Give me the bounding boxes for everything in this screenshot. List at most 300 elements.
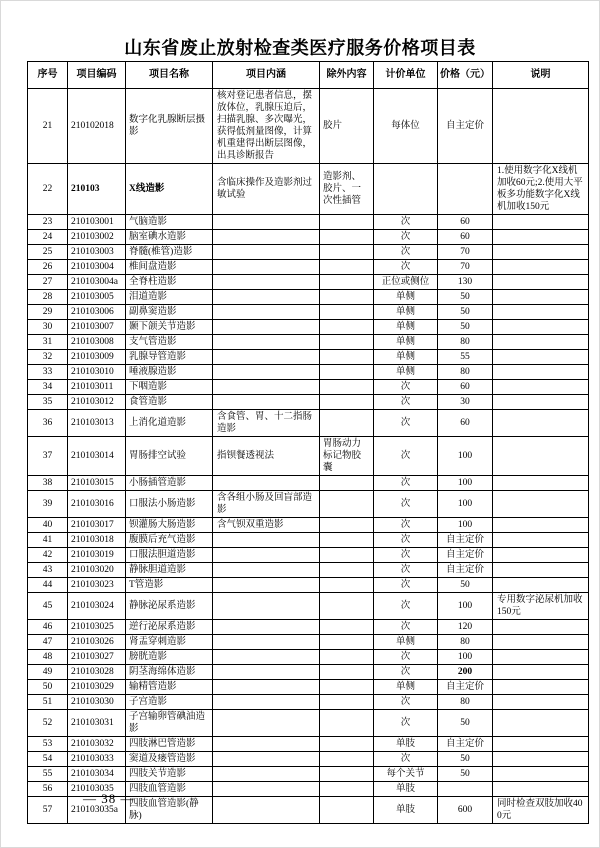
cell-unit: 次 [374,752,438,767]
cell-seq: 56 [28,782,68,797]
cell-unit: 次 [374,245,438,260]
cell-code: 210103001 [68,215,126,230]
cell-unit: 次 [374,710,438,737]
cell-note [493,275,589,290]
cell-name: 四肢血管造影(静脉) [126,797,213,824]
cell-note [493,491,589,518]
table-row [28,290,589,305]
cell-name: 子宫输卵管碘油造影 [126,710,213,737]
cell-code: 210103005 [68,290,126,305]
cell-price: 50 [438,710,493,737]
cell-exclusion [320,680,374,695]
table-row [28,680,589,695]
cell-price: 自主定价 [438,563,493,578]
cell-unit: 次 [374,665,438,680]
cell-price: 80 [438,365,493,380]
cell-price [438,782,493,797]
column-header: 项目名称 [126,62,213,89]
cell-unit: 次 [374,410,438,437]
cell-price: 100 [438,491,493,518]
cell-code: 210103035a [68,797,126,824]
cell-seq: 34 [28,380,68,395]
cell-seq: 51 [28,695,68,710]
cell-name: 膀胱造影 [126,650,213,665]
table-row [28,563,589,578]
column-header: 序号 [28,62,68,89]
cell-content [213,665,320,680]
cell-price: 200 [438,665,493,680]
cell-exclusion [320,290,374,305]
cell-content [213,578,320,593]
cell-unit: 次 [374,260,438,275]
cell-note [493,752,589,767]
cell-content [213,650,320,665]
cell-content [213,350,320,365]
cell-unit: 次 [374,548,438,563]
cell-exclusion [320,695,374,710]
cell-unit: 次 [374,230,438,245]
cell-content [213,380,320,395]
cell-code: 210103024 [68,593,126,620]
cell-price: 自主定价 [438,533,493,548]
table-row [28,215,589,230]
table-row [28,578,589,593]
cell-content [213,797,320,824]
cell-code: 210103030 [68,695,126,710]
table-row [28,335,589,350]
table-body [28,89,589,824]
cell-code: 210103004 [68,260,126,275]
cell-exclusion [320,563,374,578]
cell-name: 颞下颌关节造影 [126,320,213,335]
cell-note [493,335,589,350]
cell-price: 自主定价 [438,89,493,164]
cell-seq: 37 [28,437,68,476]
column-header: 说明 [493,62,589,89]
cell-code: 210103 [68,164,126,215]
cell-unit: 次 [374,437,438,476]
cell-name: 窦道及瘘管造影 [126,752,213,767]
cell-seq: 45 [28,593,68,620]
cell-name: 下咽造影 [126,380,213,395]
table-row [28,593,589,620]
cell-note: 1.使用数字化X线机加收60元;2.使用大平板多功能数字化X线机加收150元 [493,164,589,215]
cell-content [213,245,320,260]
cell-seq: 31 [28,335,68,350]
cell-exclusion [320,737,374,752]
cell-exclusion [320,635,374,650]
cell-exclusion [320,260,374,275]
table-row [28,260,589,275]
table-row [28,230,589,245]
cell-note [493,350,589,365]
cell-seq: 52 [28,710,68,737]
cell-name: 唾液腺造影 [126,365,213,380]
cell-name: 上消化道造影 [126,410,213,437]
cell-seq: 28 [28,290,68,305]
cell-seq: 40 [28,518,68,533]
cell-seq: 33 [28,365,68,380]
cell-price: 70 [438,245,493,260]
cell-seq: 50 [28,680,68,695]
table-row [28,491,589,518]
cell-content [213,620,320,635]
cell-seq: 39 [28,491,68,518]
cell-exclusion [320,518,374,533]
cell-code: 210103018 [68,533,126,548]
cell-exclusion [320,650,374,665]
cell-seq: 48 [28,650,68,665]
cell-note [493,89,589,164]
cell-note: 同时检查双肢加收400元 [493,797,589,824]
cell-exclusion [320,491,374,518]
cell-unit: 单侧 [374,365,438,380]
cell-note [493,548,589,563]
cell-name: 四肢血管造影 [126,782,213,797]
cell-code: 210103035 [68,782,126,797]
cell-seq: 23 [28,215,68,230]
cell-note [493,695,589,710]
cell-unit [374,164,438,215]
cell-code: 210103011 [68,380,126,395]
cell-code: 210103014 [68,437,126,476]
cell-unit: 正位或侧位 [374,275,438,290]
cell-code: 210103034 [68,767,126,782]
cell-note [493,650,589,665]
cell-content [213,533,320,548]
cell-exclusion: 胶片 [320,89,374,164]
cell-exclusion: 胃肠动力标记物胶囊 [320,437,374,476]
cell-exclusion [320,350,374,365]
column-header: 除外内容 [320,62,374,89]
cell-note [493,290,589,305]
cell-note [493,635,589,650]
cell-content [213,260,320,275]
cell-exclusion [320,410,374,437]
cell-price: 自主定价 [438,737,493,752]
cell-note [493,533,589,548]
cell-note [493,380,589,395]
cell-note [493,215,589,230]
cell-name: 逆行泌尿系造影 [126,620,213,635]
cell-unit: 单侧 [374,635,438,650]
table-row [28,695,589,710]
cell-price: 60 [438,230,493,245]
cell-price: 120 [438,620,493,635]
cell-note [493,395,589,410]
cell-code: 210103006 [68,305,126,320]
cell-unit: 次 [374,578,438,593]
cell-price: 50 [438,578,493,593]
page-title: 山东省废止放射检查类医疗服务价格项目表 [124,38,476,58]
cell-name: 口服法小肠造影 [126,491,213,518]
cell-content: 含各组小肠及回盲部造影 [213,491,320,518]
cell-name: 钡灌肠大肠造影 [126,518,213,533]
cell-code: 210103019 [68,548,126,563]
cell-unit: 次 [374,395,438,410]
cell-name: 肾盂穿刺造影 [126,635,213,650]
cell-exclusion: 造影剂、胶片、一次性插管 [320,164,374,215]
cell-exclusion [320,578,374,593]
cell-note [493,767,589,782]
cell-seq: 25 [28,245,68,260]
cell-content: 含食管、胃、十二指肠造影 [213,410,320,437]
cell-price: 100 [438,437,493,476]
cell-code: 210103003 [68,245,126,260]
cell-name: 四肢关节造影 [126,767,213,782]
cell-name: 椎间盘造影 [126,260,213,275]
table-row [28,767,589,782]
cell-note [493,680,589,695]
cell-price: 50 [438,767,493,782]
cell-name: 脑室碘水造影 [126,230,213,245]
cell-unit: 单侧 [374,680,438,695]
cell-content [213,737,320,752]
cell-note [493,260,589,275]
cell-unit: 单侧 [374,290,438,305]
table-row [28,710,589,737]
cell-code: 210103009 [68,350,126,365]
cell-seq: 49 [28,665,68,680]
cell-unit: 单肢 [374,737,438,752]
cell-note [493,230,589,245]
cell-exclusion [320,593,374,620]
cell-unit: 次 [374,533,438,548]
cell-content [213,320,320,335]
cell-content [213,710,320,737]
cell-exclusion [320,620,374,635]
cell-note: 专用数字泌尿机加收150元 [493,593,589,620]
cell-seq: 22 [28,164,68,215]
cell-price: 600 [438,797,493,824]
cell-unit: 次 [374,518,438,533]
cell-seq: 24 [28,230,68,245]
cell-price: 100 [438,593,493,620]
cell-note [493,782,589,797]
cell-name: 全脊柱造影 [126,275,213,290]
cell-price: 50 [438,320,493,335]
cell-code: 210103023 [68,578,126,593]
cell-code: 210102018 [68,89,126,164]
column-header: 项目编码 [68,62,126,89]
cell-seq: 26 [28,260,68,275]
cell-unit: 次 [374,215,438,230]
cell-price: 100 [438,650,493,665]
cell-price: 80 [438,695,493,710]
cell-note [493,320,589,335]
cell-seq: 44 [28,578,68,593]
cell-name: 静脉胆道造影 [126,563,213,578]
cell-seq: 41 [28,533,68,548]
cell-price: 50 [438,305,493,320]
cell-unit: 次 [374,695,438,710]
cell-seq: 32 [28,350,68,365]
table-row [28,380,589,395]
cell-price: 自主定价 [438,548,493,563]
table-row [28,650,589,665]
cell-content [213,635,320,650]
cell-exclusion [320,245,374,260]
cell-content [213,680,320,695]
cell-code: 210103016 [68,491,126,518]
cell-exclusion [320,710,374,737]
cell-content [213,752,320,767]
table-row [28,275,589,290]
cell-price: 100 [438,518,493,533]
cell-unit: 次 [374,563,438,578]
cell-exclusion [320,365,374,380]
cell-price: 80 [438,335,493,350]
cell-content [213,476,320,491]
cell-note [493,365,589,380]
cell-name: 胃肠排空试验 [126,437,213,476]
cell-content [213,395,320,410]
cell-unit: 次 [374,650,438,665]
cell-name: X线造影 [126,164,213,215]
cell-code: 210103017 [68,518,126,533]
cell-price: 80 [438,635,493,650]
cell-code: 210103032 [68,737,126,752]
cell-exclusion [320,548,374,563]
cell-note [493,410,589,437]
cell-content [213,548,320,563]
cell-unit: 单侧 [374,305,438,320]
cell-note [493,563,589,578]
cell-code: 210103010 [68,365,126,380]
cell-unit: 单侧 [374,335,438,350]
cell-content: 指钡餐透视法 [213,437,320,476]
cell-code: 210103008 [68,335,126,350]
cell-price: 130 [438,275,493,290]
cell-code: 210103015 [68,476,126,491]
cell-code: 210103029 [68,680,126,695]
cell-content [213,563,320,578]
cell-content [213,593,320,620]
cell-name: 脊髓(椎管)造影 [126,245,213,260]
cell-seq: 53 [28,737,68,752]
cell-content [213,275,320,290]
table-row [28,164,589,215]
header-row [28,62,589,89]
cell-price: 30 [438,395,493,410]
cell-name: 输精管造影 [126,680,213,695]
cell-exclusion [320,215,374,230]
cell-note [493,518,589,533]
cell-content: 含气钡双重造影 [213,518,320,533]
cell-content [213,290,320,305]
cell-price: 55 [438,350,493,365]
cell-price: 60 [438,215,493,230]
cell-exclusion [320,752,374,767]
cell-name: 四肢淋巴管造影 [126,737,213,752]
cell-content [213,695,320,710]
cell-seq: 36 [28,410,68,437]
cell-seq: 42 [28,548,68,563]
cell-content [213,230,320,245]
cell-name: 支气管造影 [126,335,213,350]
table-row [28,665,589,680]
table-row [28,476,589,491]
cell-content [213,335,320,350]
cell-seq: 30 [28,320,68,335]
table-row [28,518,589,533]
cell-unit: 单肢 [374,797,438,824]
cell-name: 静脉泌尿系造影 [126,593,213,620]
cell-name: 气脑造影 [126,215,213,230]
cell-content [213,365,320,380]
table-row [28,548,589,563]
cell-content [213,215,320,230]
column-header: 项目内涵 [213,62,320,89]
cell-name: T管造影 [126,578,213,593]
cell-exclusion [320,797,374,824]
cell-code: 210103031 [68,710,126,737]
cell-unit: 次 [374,491,438,518]
cell-exclusion [320,395,374,410]
table-row [28,395,589,410]
cell-seq: 47 [28,635,68,650]
cell-code: 210103004a [68,275,126,290]
cell-content: 核对登记患者信息，摆放体位，乳腺压迫后，扫描乳腺、多次曝光，获得低剂量图像，计算机重建得出断层图像，出具诊断报告 [213,89,320,164]
cell-code: 210103028 [68,665,126,680]
cell-code: 210103026 [68,635,126,650]
cell-content [213,782,320,797]
cell-note [493,578,589,593]
cell-unit: 每体位 [374,89,438,164]
cell-price: 60 [438,410,493,437]
cell-note [493,737,589,752]
cell-note [493,305,589,320]
table-row [28,533,589,548]
cell-exclusion [320,335,374,350]
cell-unit: 次 [374,476,438,491]
cell-code: 210103007 [68,320,126,335]
cell-seq: 54 [28,752,68,767]
cell-note [493,665,589,680]
cell-content [213,305,320,320]
cell-code: 210103013 [68,410,126,437]
price-table [27,61,589,824]
cell-price: 50 [438,752,493,767]
cell-exclusion [320,782,374,797]
cell-seq: 38 [28,476,68,491]
cell-seq: 35 [28,395,68,410]
cell-unit: 次 [374,593,438,620]
cell-unit: 单侧 [374,320,438,335]
cell-exclusion [320,230,374,245]
cell-seq: 21 [28,89,68,164]
table-row [28,365,589,380]
cell-price [438,164,493,215]
cell-exclusion [320,476,374,491]
cell-name: 腹膜后充气造影 [126,533,213,548]
cell-seq: 57 [28,797,68,824]
cell-unit: 每个关节 [374,767,438,782]
cell-exclusion [320,320,374,335]
cell-code: 210103027 [68,650,126,665]
cell-exclusion [320,275,374,290]
cell-name: 泪道造影 [126,290,213,305]
cell-note [493,620,589,635]
cell-code: 210103012 [68,395,126,410]
cell-content [213,767,320,782]
cell-seq: 29 [28,305,68,320]
column-header: 价格（元） [438,62,493,89]
cell-name: 食管造影 [126,395,213,410]
cell-code: 210103025 [68,620,126,635]
cell-seq: 55 [28,767,68,782]
cell-unit: 单侧 [374,350,438,365]
